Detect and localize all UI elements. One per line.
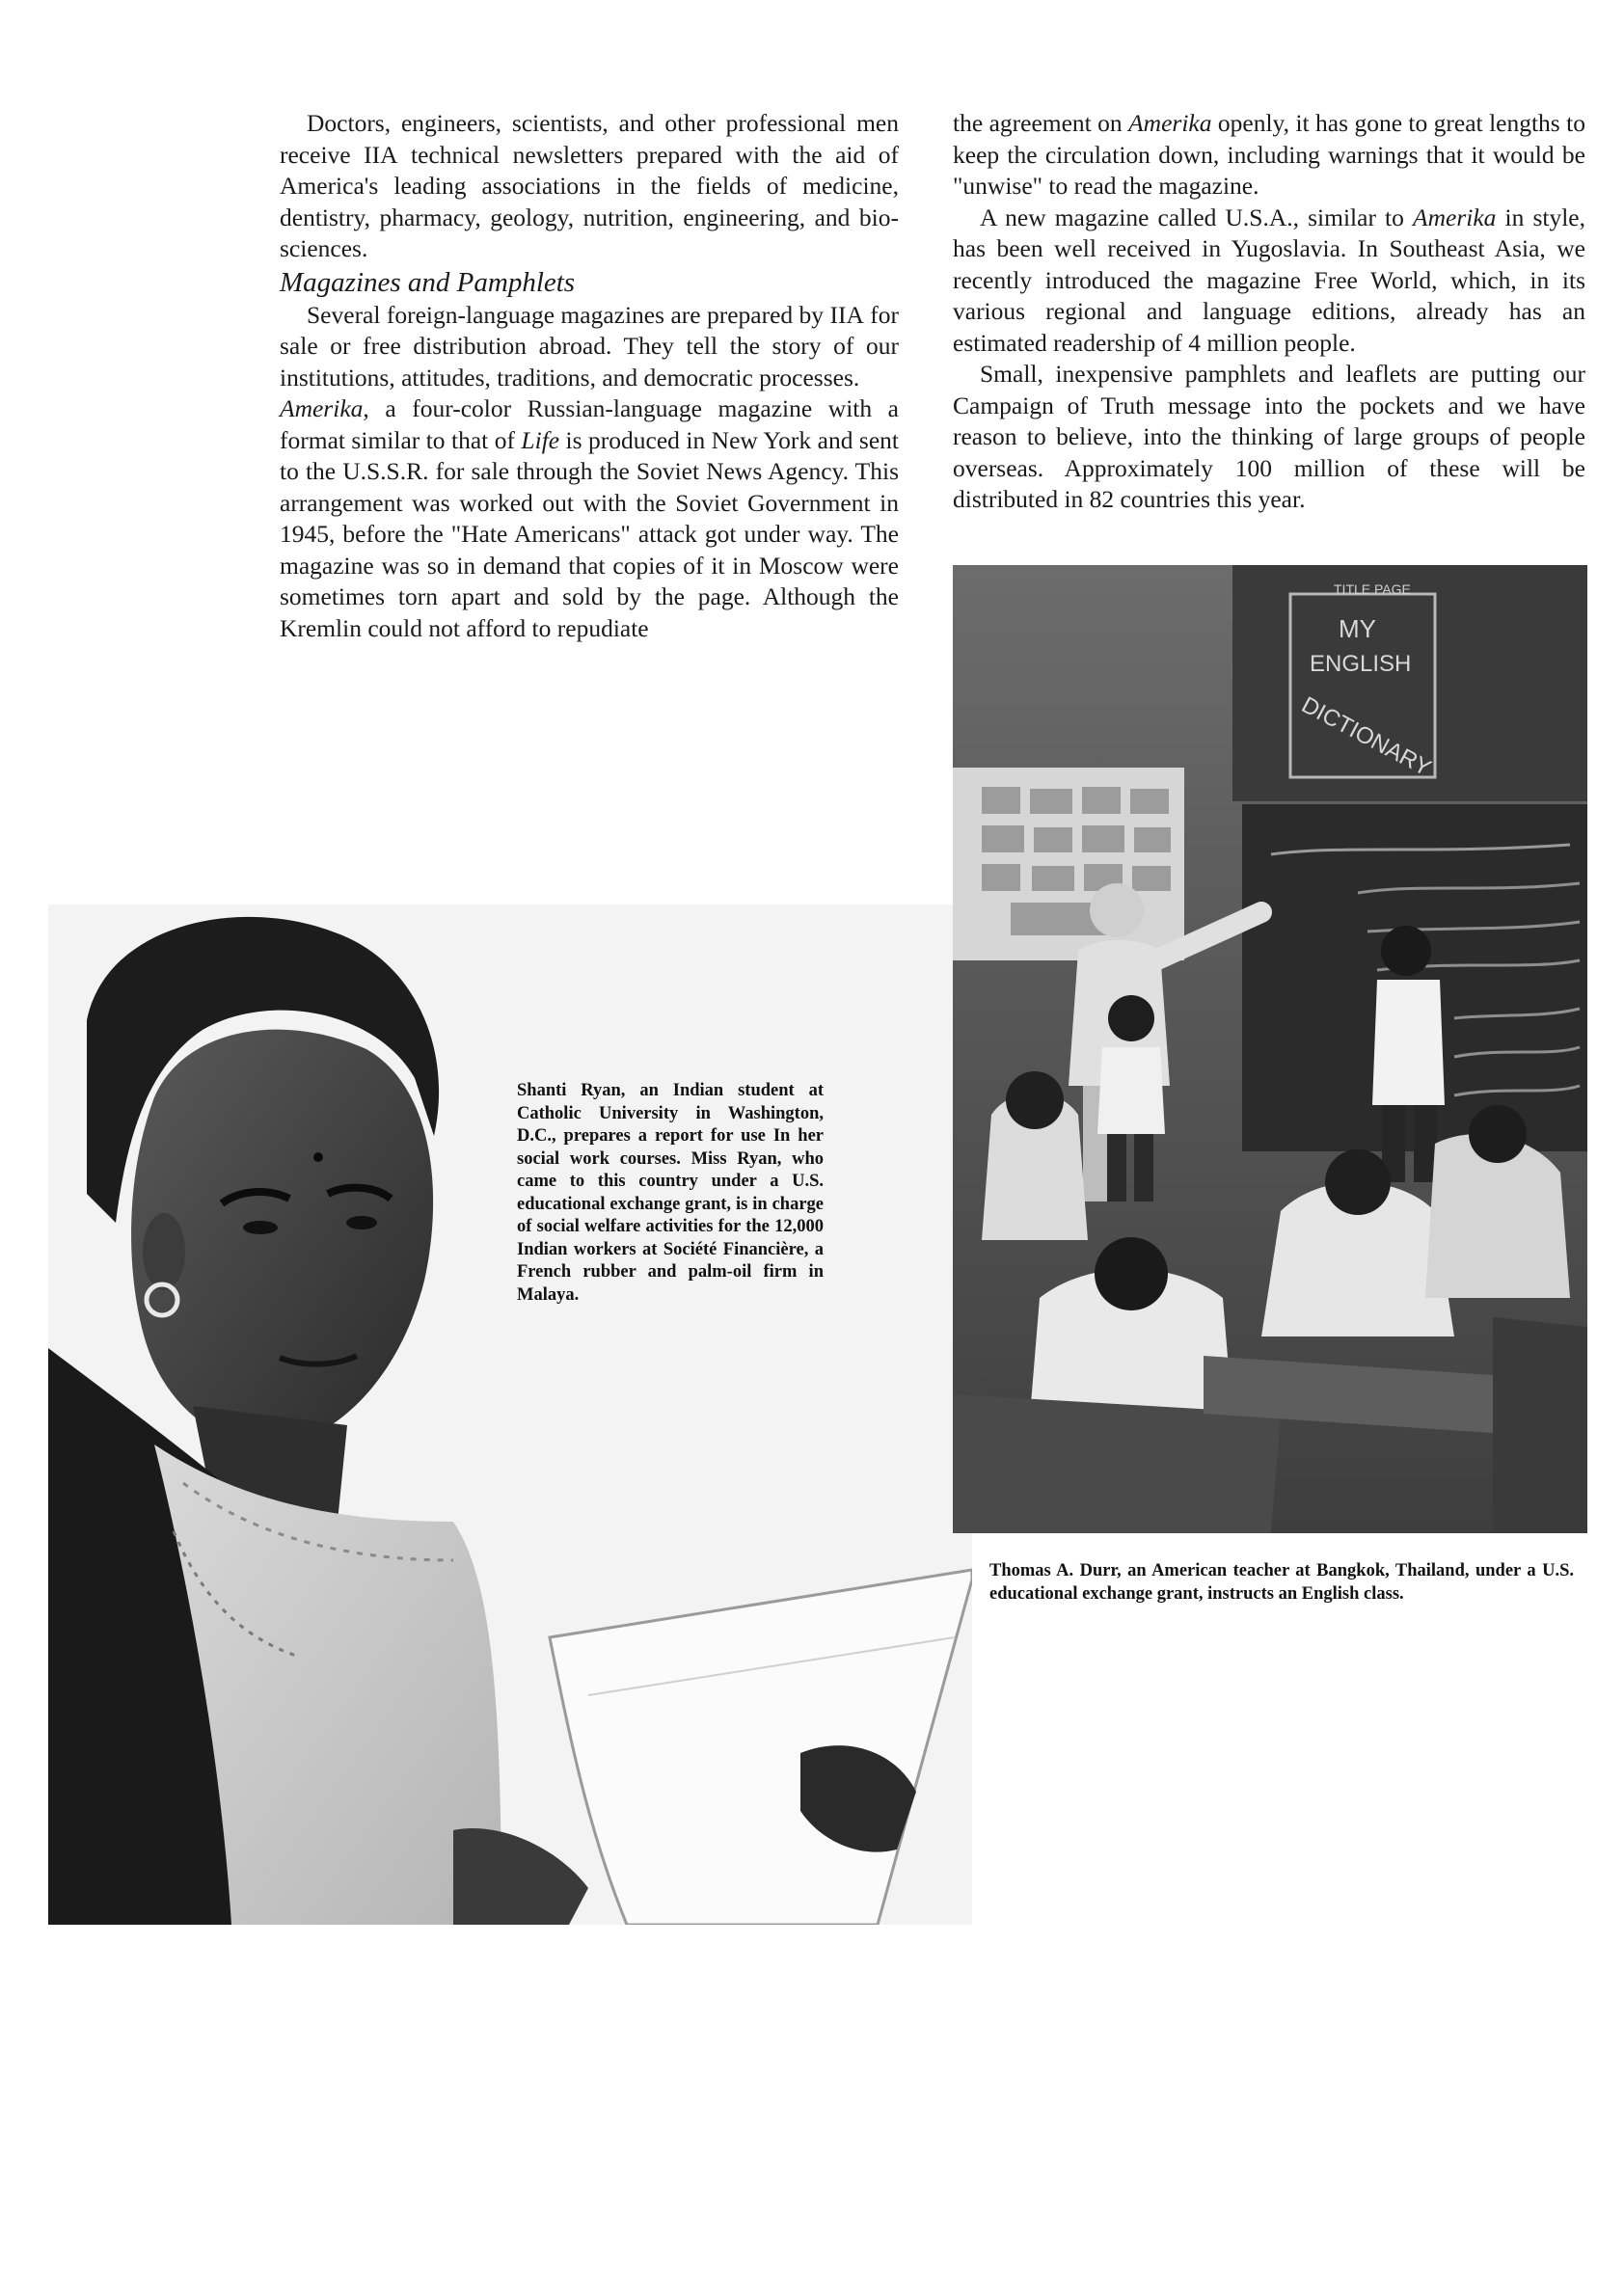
- classroom-illustration: [953, 565, 1587, 1533]
- life-title: Life: [521, 425, 560, 454]
- text-run: A new magazine called U.S.A., similar to: [980, 202, 1414, 231]
- paragraph-agreement: [953, 108, 1585, 202]
- amerika-title: Amerika: [280, 394, 364, 422]
- chalk-english: ENGLISH: [1310, 651, 1412, 677]
- text-run: Doctors, engineers, scientists, and other professional men receive: [280, 109, 899, 169]
- paragraph-pamphlets: Small, inexpensive pamphlets and leaflets are putting our Campaign of Truth message into the pockets and we have reason to believe, into the thinking of large groups of people overseas. Approximately 100 million of these will be distributed in 82 countries this year.: [953, 360, 1585, 513]
- right-text-column: [953, 108, 1585, 516]
- text-run: the agreement on: [953, 109, 1129, 137]
- text-run: is produced in New York and sent to the U.S.S.R. for sale through the Soviet News Agency. This arrangement was worked out with the Soviet Government in 1945, before the "Hate Americans" attack got under way. The magazine was so in demand that copies of it in Moscow were sometimes torn apart and sold by the page. Although the Kremlin could not afford to repudiate: [280, 425, 899, 642]
- paragraph-magazines: [280, 300, 899, 394]
- iia-abbrev: IIA: [829, 300, 864, 329]
- chalk-my: MY: [1339, 614, 1376, 643]
- paragraph-amerika: [280, 393, 899, 644]
- text-run: openly, it has gone to great lengths to keep the circulation down, including warnings that it would be "unwise" to read the magazine.: [953, 109, 1585, 200]
- iia-abbrev: IIA: [364, 140, 398, 169]
- chalk-dictionary: DICTIONARY: [1297, 691, 1436, 782]
- photo-shanti-ryan: [48, 904, 972, 1925]
- left-text-column: [280, 108, 899, 644]
- caption-thomas-durr: Thomas A. Durr, an American teacher at Bangkok, Thailand, under a U.S. educational exchange grant, instructs an English class.: [989, 1561, 1574, 1604]
- photo-classroom: [953, 565, 1587, 1533]
- text-run: technical newsletters prepared with the aid of America's leading associations in the fields of medicine, dentistry, pharmacy, geology, nutrition, engineering, and bio-sciences.: [280, 140, 899, 262]
- amerika-title: Amerika: [1128, 109, 1212, 137]
- portrait-illustration: [48, 904, 972, 1925]
- paragraph-usa-magazine: [953, 202, 1585, 360]
- caption-shanti-ryan: Shanti Ryan, an Indian student at Catholic University in Washington, D.C., prepares a report for use In her social work courses. Miss Ryan, who came to this country under a U.S. educational exchange grant, is in charge of social welfare activities for the 12,000 Indian workers at Société Financière, a French rubber and palm-oil firm in Malaya.: [517, 1081, 824, 1305]
- text-run: in style, has been well received in Yugoslavia. In Southeast Asia, we recently introduced the magazine Free World, which, in its various regional and language editions, already has an estimated readership of 4 million people.: [953, 202, 1585, 357]
- text-run: , a four-color Russian-language magazine with a format similar to that of: [280, 394, 899, 454]
- amerika-title: Amerika: [1413, 202, 1497, 231]
- section-heading: Magazines and Pamphlets: [280, 266, 576, 298]
- text-run: Several foreign-language magazines are prepared by: [307, 300, 830, 329]
- chalk-title-page: TITLE PAGE: [1334, 581, 1411, 597]
- paragraph-newsletters: [280, 108, 899, 265]
- text-run: for sale or free distribution abroad. They tell the story of our institutions, attitudes, traditions, and democratic processes.: [280, 300, 900, 392]
